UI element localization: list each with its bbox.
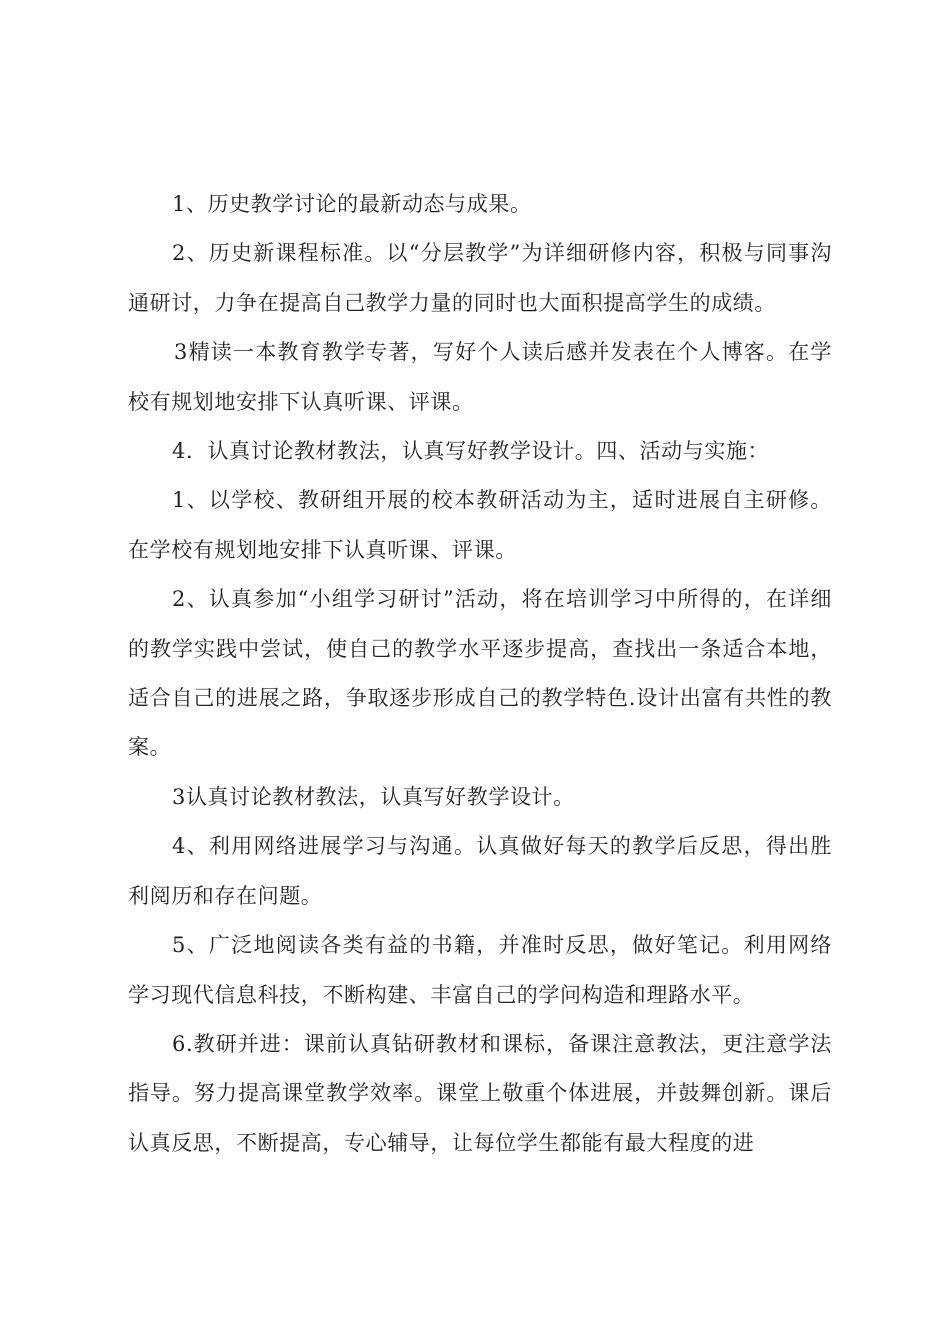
paragraph-2: 2、历史新课程标准。以“分层教学”为详细研修内容，积极与同事沟通研讨，力争在提高自己教学力量的同时也大面积提高学生的成绩。	[128, 241, 832, 315]
paragraph-4: 4．认真讨论教材教法，认真写好教学设计。四、活动与实施：	[172, 439, 770, 464]
paragraph-1: 1、历史教学讨论的最新动态与成果。	[172, 192, 532, 216]
paragraph-10: 6.教研并进：课前认真钻研教材和课标，备课注意教法，更注意学法指导。努力提高课堂教学效率。课堂上敬重个体进展，并鼓舞创新。课后认真反思，不断提高，专心辅导，让每位学生都能有最大程度的进	[128, 1031, 832, 1155]
document-body	[128, 180, 832, 1168]
paragraph-8: 4、利用网络进展学习与沟通。认真做好每天的教学后反思，得出胜利阅历和存在问题。	[128, 834, 832, 908]
paragraph-7: 3认真讨论教材教法，认真写好教学设计。	[172, 784, 575, 809]
paragraph-5: 1、以学校、教研组开展的校本教研活动为主，适时进展自主研修。在学校有规划地安排下认真听课、评课。	[128, 488, 832, 562]
paragraph-9: 5、广泛地阅读各类有益的书籍，并准时反思，做好笔记。利用网络学习现代信息科技，不断构建、丰富自己的学问构造和理路水平。	[128, 933, 832, 1007]
paragraph-3: 3精读一本教育教学专著，写好个人读后感并发表在个人博客。在学校有规划地安排下认真听课、评课。	[128, 340, 832, 414]
paragraph-6: 2、认真参加“小组学习研讨”活动，将在培训学习中所得的，在详细的教学实践中尝试，使自己的教学水平逐步提高，查找出一条适合本地，适合自己的进展之路，争取逐步形成自己的教学特色.设计出富有共性的教案。	[128, 587, 832, 760]
